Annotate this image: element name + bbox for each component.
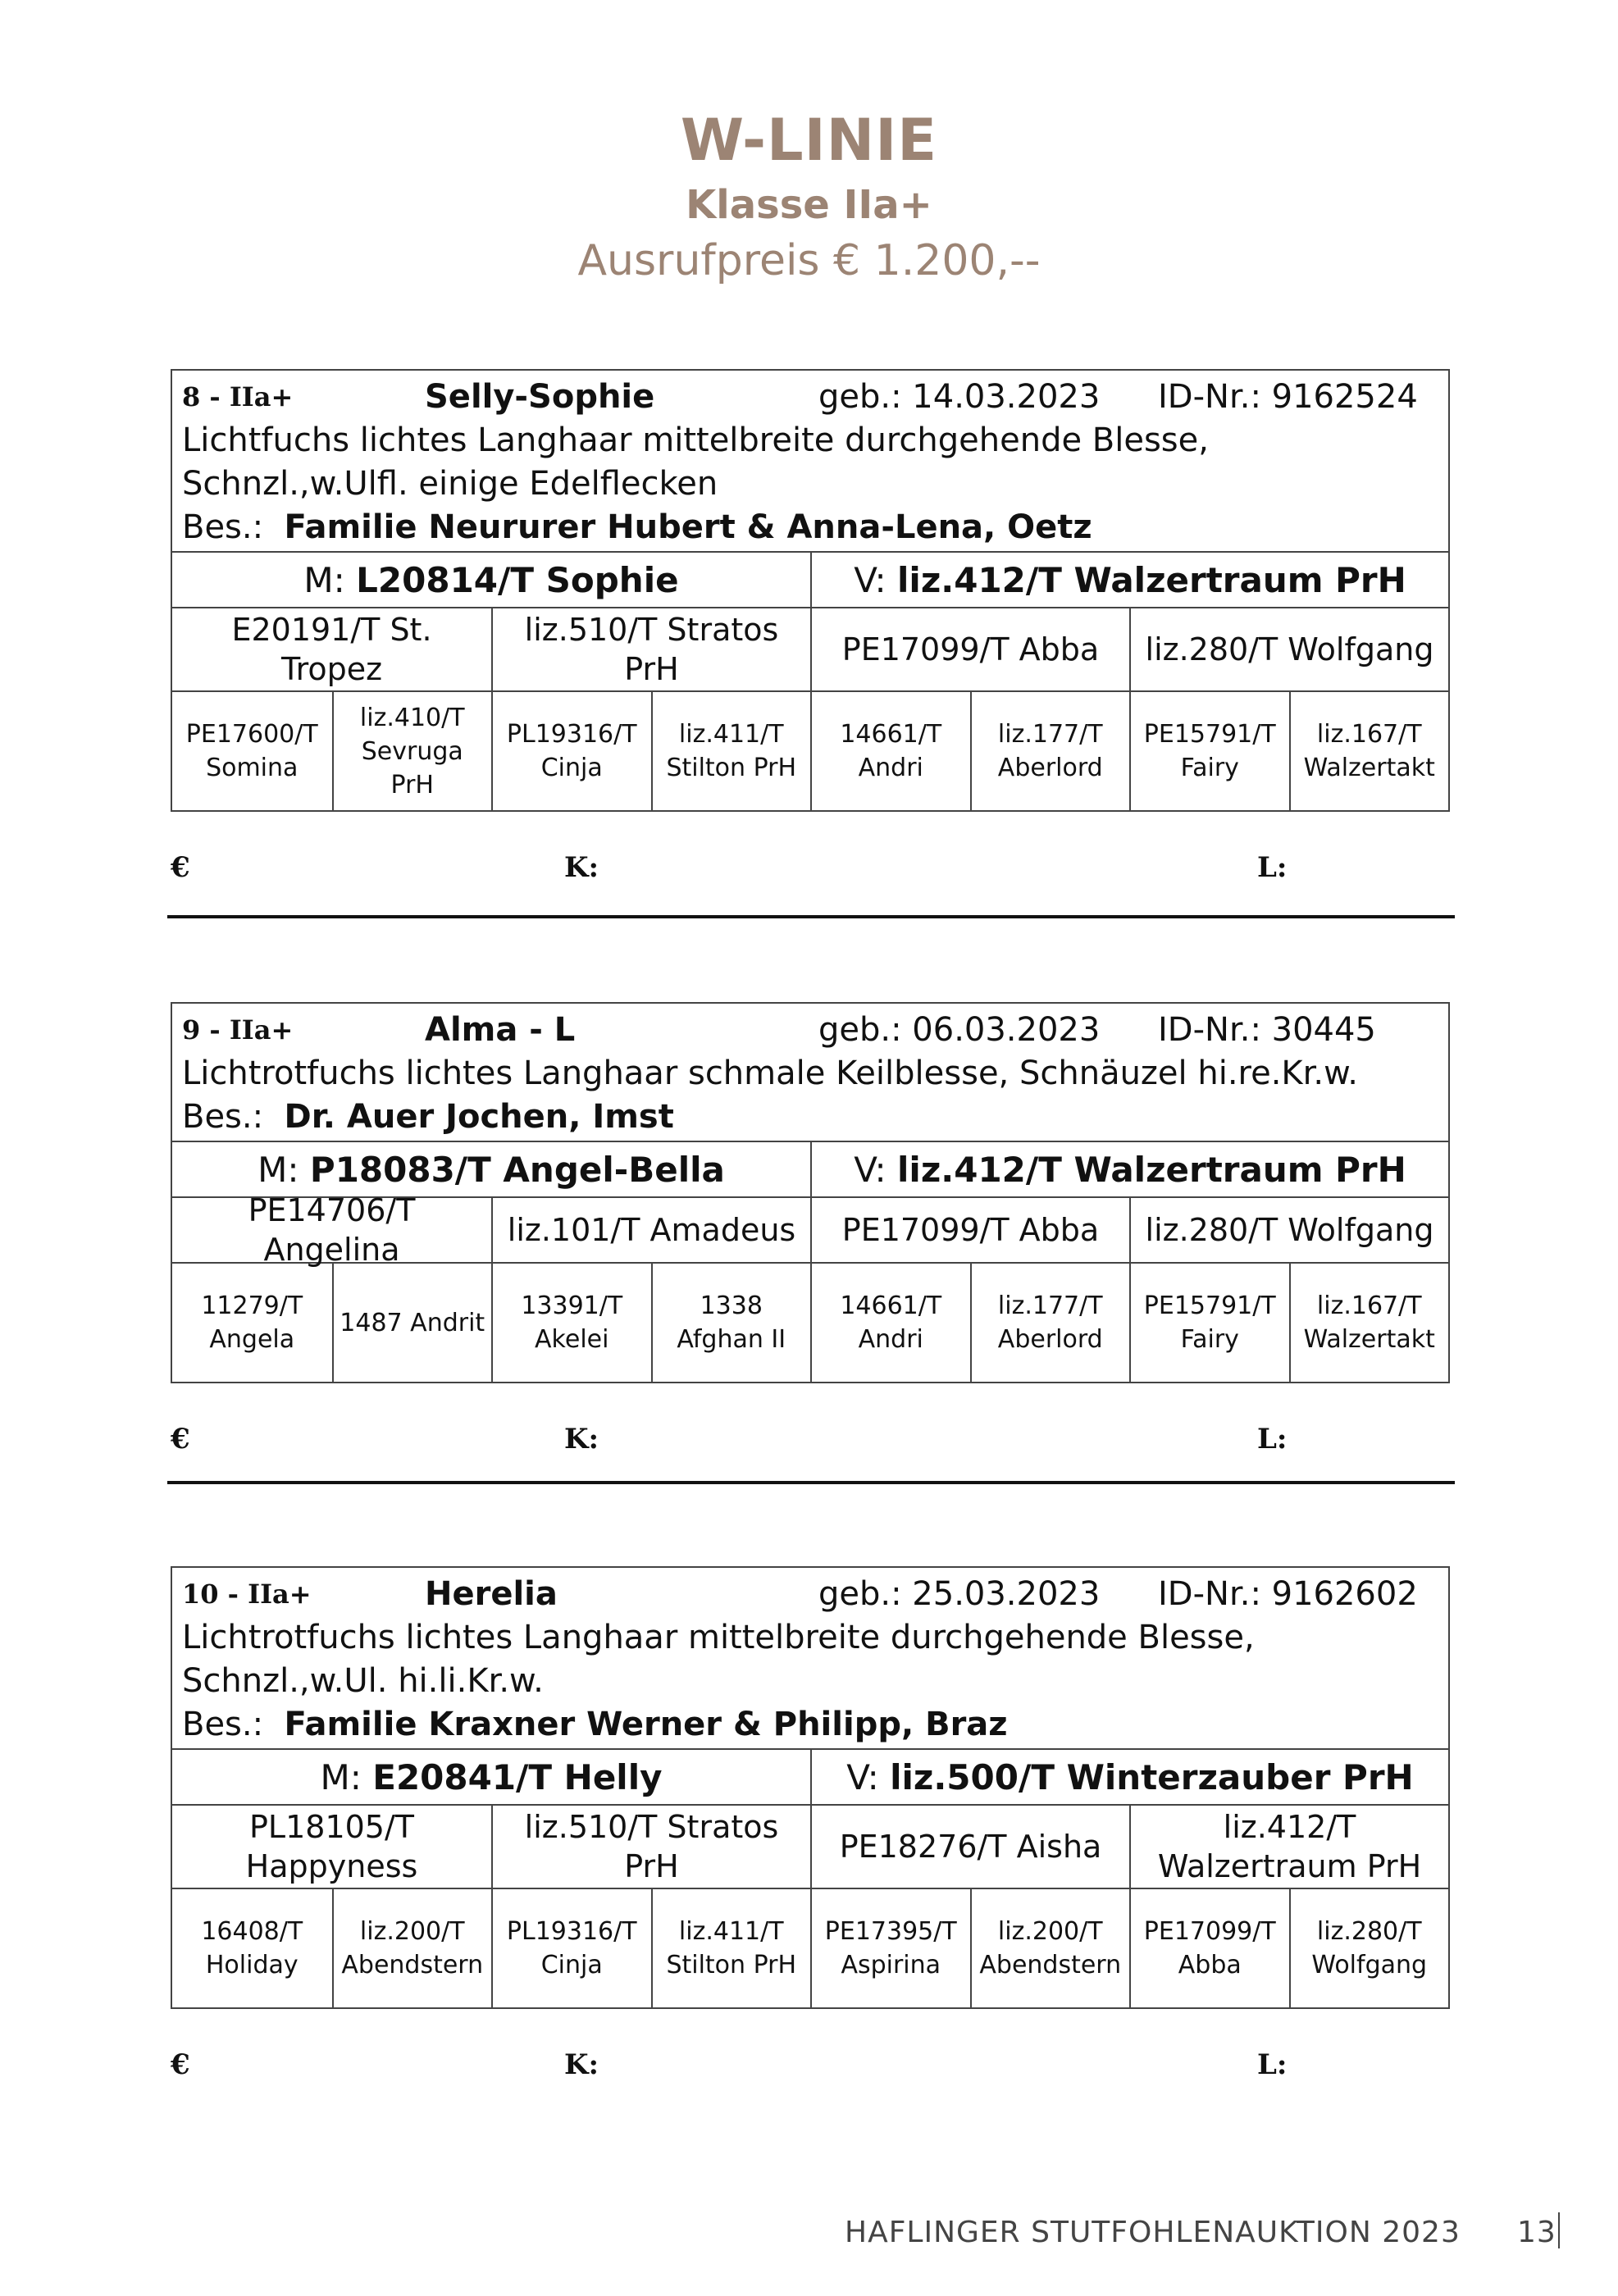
entry-number: 8 - IIa+ [182, 381, 294, 412]
divider [167, 1481, 1455, 1484]
buyer-field: K: [564, 1423, 599, 1456]
mother-name: P18083/T Angel-Bella [309, 1149, 725, 1190]
entry-number: 10 - IIa+ [182, 1578, 312, 1610]
great-grandparent-cell: 13391/T Akelei [491, 1264, 651, 1382]
divider [167, 915, 1455, 918]
entry-box [171, 1566, 1450, 2009]
great-grandparent-cell: liz.410/T Sevruga PrH [332, 692, 492, 810]
buyer-field: K: [564, 2048, 599, 2081]
price-field: € [171, 851, 190, 884]
owner-label: Bes.: [182, 1706, 264, 1743]
great-grandparent-cell: liz.280/T Wolfgang [1289, 1889, 1449, 2007]
great-grandparents-row [172, 1888, 1448, 2007]
page-title: W-LINIE [680, 107, 938, 174]
horse-description: Lichtrotfuchs lichtes Langhaar schmale Keilblesse, Schnäuzel hi.re.Kr.w. [182, 1055, 1358, 1092]
father-name: liz.500/T Winterzauber PrH [890, 1756, 1414, 1797]
father-label: V: [854, 1149, 886, 1190]
owner [182, 1096, 1438, 1139]
father-cell [810, 1750, 1448, 1804]
bid-row [171, 2009, 1450, 2107]
grandparents-row [172, 1804, 1448, 1888]
great-grandparent-cell: liz.177/T Aberlord [970, 1264, 1130, 1382]
horse-name: Alma - L [425, 1011, 576, 1049]
grandparent-cell: E20191/T St. Tropez [231, 612, 432, 687]
lot-field: L: [1257, 2048, 1288, 2081]
horse-name: Selly-Sophie [425, 378, 655, 416]
footer-title: HAFLINGER STUTFOHLENAUKTION 2023 [845, 2216, 1461, 2249]
mother-cell [172, 553, 810, 607]
great-grandparent-cell: 11279/T Angela [201, 1292, 303, 1354]
great-grandparents-row [172, 690, 1448, 810]
birth-date: geb.: 14.03.2023 [818, 378, 1101, 416]
id-number: ID-Nr.: 30445 [1158, 1011, 1376, 1049]
id-number: ID-Nr.: 9162524 [1158, 378, 1418, 416]
mother-cell [172, 1142, 810, 1196]
entry-info [172, 1004, 1448, 1141]
entry-info [172, 371, 1448, 551]
entry-box [171, 1002, 1450, 1383]
grandparent-cell: PE17099/T Abba [810, 1198, 1129, 1262]
grandparent-cell: PL18105/T Happyness [245, 1809, 418, 1884]
great-grandparent-cell: PE17600/T Somina [185, 720, 318, 782]
owner-label: Bes.: [182, 1098, 264, 1136]
great-grandparent-cell: liz.200/T Abendstern [332, 1889, 492, 2007]
great-grandparent-cell: PE15791/T Fairy [1129, 692, 1289, 810]
grandparent-cell: liz.280/T Wolfgang [1129, 608, 1448, 690]
mother-cell [172, 1750, 810, 1804]
entry-box [171, 369, 1450, 812]
great-grandparent-cell: liz.167/T Walzertakt [1289, 1264, 1449, 1382]
great-grandparent-cell: PE17395/T Aspirina [810, 1889, 970, 2007]
horse-entry [171, 369, 1450, 910]
great-grandparent-cell: liz.167/T Walzertakt [1289, 692, 1449, 810]
page-number: 13 [1517, 2216, 1556, 2249]
father-cell [810, 1142, 1448, 1196]
bid-row [171, 812, 1450, 910]
parents-row [172, 551, 1448, 607]
father-name: liz.412/T Walzertraum PrH [897, 559, 1406, 600]
great-grandparent-cell: liz.411/T Stilton PrH [651, 692, 811, 810]
footer-separator [1558, 2212, 1560, 2248]
owner [182, 1703, 1438, 1747]
id-number: ID-Nr.: 9162602 [1158, 1575, 1418, 1613]
bid-row [171, 1383, 1450, 1482]
mother-name: L20814/T Sophie [356, 559, 679, 600]
owner [182, 506, 1438, 549]
horse-entry [171, 1566, 1450, 2107]
grandparent-cell: liz.101/T Amadeus [491, 1198, 810, 1262]
grandparents-row [172, 607, 1448, 690]
page-footer [845, 2216, 1556, 2249]
grandparent-cell: PE18276/T Aisha [810, 1806, 1129, 1888]
grandparent-cell: liz.510/T Stratos PrH [491, 608, 810, 690]
buyer-field: K: [564, 851, 599, 884]
horse-name: Herelia [425, 1575, 558, 1613]
grandparents-row [172, 1192, 1448, 1268]
father-cell [810, 553, 1448, 607]
great-grandparent-cell: PL19316/T Cinja [491, 1889, 651, 2007]
owner-name: Dr. Auer Jochen, Imst [284, 1098, 674, 1136]
great-grandparent-cell: PE15791/T Fairy [1129, 1264, 1289, 1382]
great-grandparent-cell: PE17099/T Abba [1129, 1889, 1289, 2007]
great-grandparent-cell: 1338 Afghan II [651, 1264, 811, 1382]
mother-label: M: [303, 559, 345, 600]
grandparent-cell: PE14706/T Angelina [248, 1192, 416, 1268]
owner-name: Familie Kraxner Werner & Philipp, Braz [284, 1706, 1008, 1743]
owner-label: Bes.: [182, 508, 264, 546]
price-field: € [171, 2048, 190, 2081]
father-name: liz.412/T Walzertraum PrH [897, 1149, 1406, 1190]
great-grandparent-cell: 14661/T Andri [810, 692, 970, 810]
birth-date: geb.: 25.03.2023 [818, 1575, 1101, 1613]
horse-description: Lichtrotfuchs lichtes Langhaar mittelbreite durchgehende Blesse, Schnzl.,w.Ul. hi.li.Kr.w. [182, 1619, 1255, 1700]
lot-field: L: [1257, 851, 1288, 884]
grandparent-cell: PE17099/T Abba [810, 608, 1129, 690]
owner-name: Familie Neururer Hubert & Anna-Lena, Oetz [284, 508, 1092, 546]
great-grandparents-row [172, 1262, 1448, 1382]
parents-row [172, 1141, 1448, 1196]
grandparent-cell: liz.412/T Walzertraum PrH [1129, 1806, 1448, 1888]
great-grandparent-cell: 14661/T Andri [810, 1264, 970, 1382]
class-label: Klasse IIa+ [686, 182, 932, 228]
great-grandparent-cell: PL19316/T Cinja [491, 692, 651, 810]
horse-entry [171, 1002, 1450, 1482]
parents-row [172, 1748, 1448, 1804]
great-grandparent-cell: 1487 Andrit [332, 1264, 492, 1382]
birth-date: geb.: 06.03.2023 [818, 1011, 1101, 1049]
grandparent-cell: liz.280/T Wolfgang [1129, 1198, 1448, 1262]
entry-number: 9 - IIa+ [182, 1014, 294, 1046]
price-field: € [171, 1423, 190, 1456]
great-grandparent-cell: liz.200/T Abendstern [970, 1889, 1130, 2007]
starting-price: Ausrufpreis € 1.200,-- [577, 236, 1041, 285]
lot-field: L: [1257, 1423, 1288, 1456]
mother-name: E20841/T Helly [372, 1756, 663, 1797]
great-grandparent-cell: liz.411/T Stilton PrH [651, 1889, 811, 2007]
father-label: V: [846, 1756, 879, 1797]
mother-label: M: [258, 1149, 299, 1190]
horse-description: Lichtfuchs lichtes Langhaar mittelbreite durchgehende Blesse, Schnzl.,w.Ulfl. einige Edelflecken [182, 421, 1209, 503]
entry-info [172, 1568, 1448, 1748]
great-grandparent-cell: liz.177/T Aberlord [970, 692, 1130, 810]
mother-label: M: [320, 1756, 362, 1797]
father-label: V: [854, 559, 886, 600]
grandparent-cell: liz.510/T Stratos PrH [491, 1806, 810, 1888]
great-grandparent-cell: 16408/T Holiday [201, 1917, 303, 1979]
